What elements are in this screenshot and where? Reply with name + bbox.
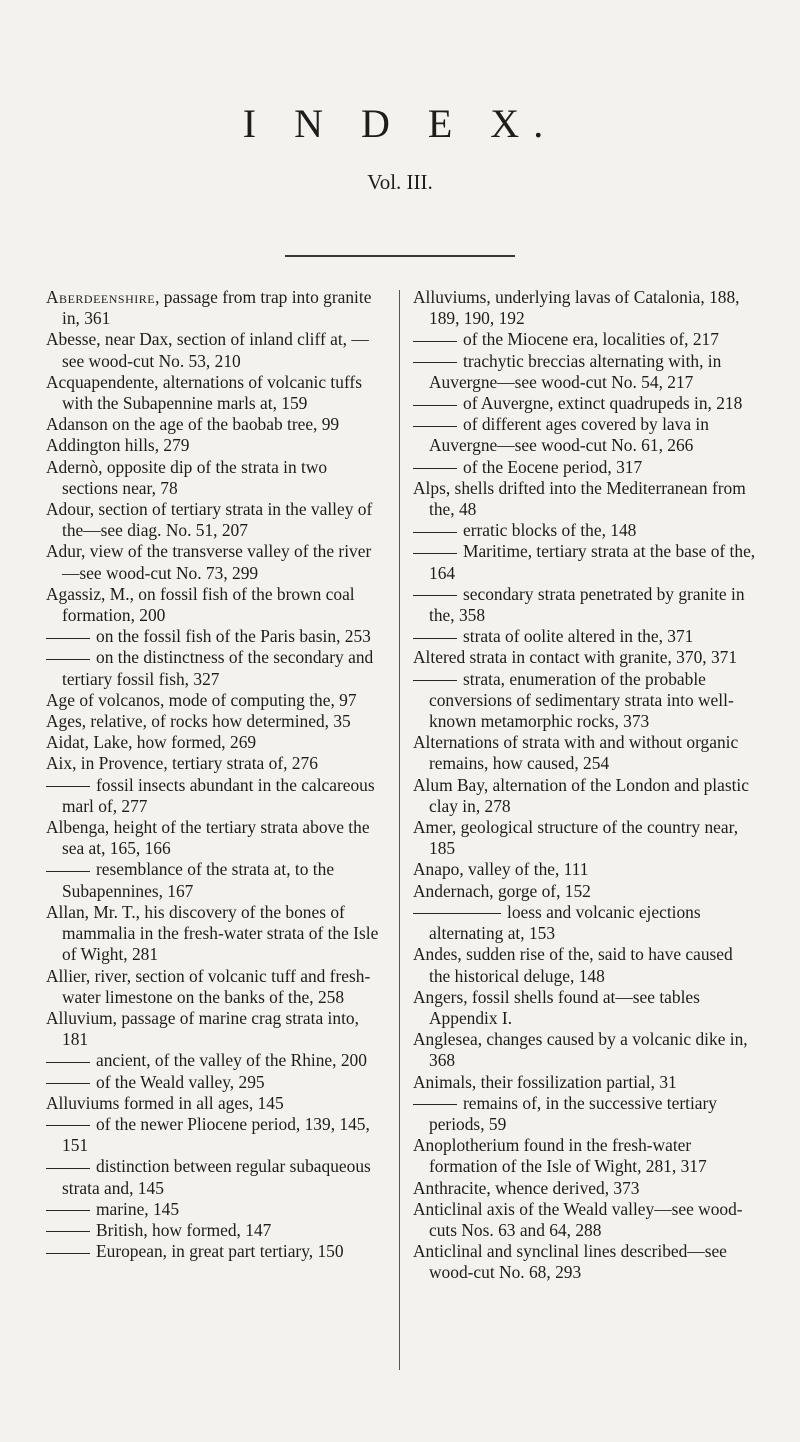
entry-text: secondary strata penetrated by granite in the, 358 bbox=[429, 583, 745, 626]
entry-text: Adernò, opposite dip of the strata in two sections near, 78 bbox=[46, 456, 328, 498]
entry-text: Anglesea, changes caused by a volcanic dike in, 368 bbox=[413, 1029, 748, 1071]
index-entry bbox=[413, 647, 758, 668]
index-entry bbox=[413, 987, 758, 1029]
entry-text: trachytic breccias alternating with, in Auvergne—see wood-cut No. 54, 217 bbox=[429, 350, 722, 392]
entry-text: Adanson on the age of the baobab tree, 99 bbox=[46, 414, 340, 435]
header-rule bbox=[285, 255, 515, 257]
entry-text: Albenga, height of the tertiary strata above the sea at, 165, 166 bbox=[46, 817, 370, 859]
index-entry bbox=[413, 775, 758, 817]
entry-text: Andernach, gorge of, 152 bbox=[413, 880, 591, 901]
entry-text: Angers, fossil shells found at—see tables Appendix I. bbox=[413, 986, 700, 1028]
entry-text: Addington hills, 279 bbox=[46, 435, 190, 456]
entry-text: Anticlinal axis of the Weald valley—see wood-cuts Nos. 63 and 64, 288 bbox=[413, 1198, 743, 1240]
index-entry bbox=[413, 902, 758, 944]
page-title: I N D E X. bbox=[242, 101, 558, 146]
index-entry bbox=[413, 817, 758, 859]
ditto-dash bbox=[46, 659, 90, 660]
ditto-dash bbox=[413, 680, 457, 681]
entry-text: Alum Bay, alternation of the London and plastic clay in, 278 bbox=[413, 774, 749, 816]
entry-text: of different ages covered by lava in Auvergne—see wood-cut No. 61, 266 bbox=[429, 414, 709, 456]
entry-text: on the distinctness of the secondary and tertiary fossil fish, 327 bbox=[62, 647, 374, 689]
entry-text: Altered strata in contact with granite, 370, 371 bbox=[413, 647, 738, 668]
index-entry bbox=[46, 1199, 386, 1220]
entry-text: resemblance of the strata at, to the Subapennines, 167 bbox=[62, 859, 335, 901]
index-entry bbox=[46, 902, 386, 966]
index-entry bbox=[413, 520, 758, 541]
index-entry bbox=[413, 287, 758, 329]
index-entry bbox=[413, 351, 758, 393]
index-entry bbox=[46, 1220, 386, 1241]
index-entry bbox=[46, 372, 386, 414]
entry-text: Adur, view of the transverse valley of the river—see wood-cut No. 73, 299 bbox=[46, 541, 372, 583]
index-entry bbox=[413, 393, 758, 414]
index-entry bbox=[413, 1199, 758, 1241]
index-entry bbox=[46, 690, 386, 711]
index-entry bbox=[46, 1050, 386, 1071]
ditto-dash bbox=[46, 871, 90, 872]
index-entry bbox=[413, 626, 758, 647]
entry-text: Abesse, near Dax, section of inland cliff at, —see wood-cut No. 53, 210 bbox=[46, 329, 369, 371]
index-entry bbox=[413, 1029, 758, 1071]
entry-text: of the Eocene period, 317 bbox=[463, 456, 643, 477]
index-entry bbox=[413, 1072, 758, 1093]
entry-text: on the fossil fish of the Paris basin, 253 bbox=[96, 626, 371, 647]
index-entry bbox=[413, 881, 758, 902]
entry-text: Maritime, tertiary strata at the base of the, 164 bbox=[429, 541, 756, 583]
entry-text: British, how formed, 147 bbox=[96, 1219, 272, 1240]
ditto-dash bbox=[46, 1168, 90, 1169]
index-entry bbox=[46, 775, 386, 817]
index-entry bbox=[413, 1093, 758, 1135]
index-entry bbox=[413, 732, 758, 774]
entry-text: strata of oolite altered in the, 371 bbox=[463, 626, 694, 647]
index-entry bbox=[413, 329, 758, 350]
ditto-dash bbox=[46, 1231, 90, 1232]
index-entry bbox=[413, 1241, 758, 1283]
index-entry bbox=[46, 1093, 386, 1114]
entry-text: Andes, sudden rise of the, said to have caused the historical deluge, 148 bbox=[413, 944, 733, 986]
entry-text: Allier, river, section of volcanic tuff and fresh-water limestone on the banks of the, 258 bbox=[46, 965, 371, 1007]
index-entry bbox=[46, 414, 386, 435]
entry-text: of the Weald valley, 295 bbox=[96, 1071, 265, 1092]
index-entry bbox=[413, 859, 758, 880]
ditto-dash bbox=[46, 1210, 90, 1211]
entry-text: Amer, geological structure of the country near, 185 bbox=[413, 817, 739, 859]
ditto-dash bbox=[413, 1104, 457, 1105]
ditto-dash bbox=[46, 1253, 90, 1254]
index-entry bbox=[46, 1008, 386, 1050]
index-entry bbox=[413, 541, 758, 583]
ditto-dash bbox=[413, 426, 457, 427]
index-entry bbox=[413, 1178, 758, 1199]
entry-text: Agassiz, M., on fossil fish of the brown coal formation, 200 bbox=[46, 583, 355, 626]
index-entry bbox=[46, 435, 386, 456]
right-column bbox=[413, 287, 758, 1284]
ditto-dash bbox=[46, 1062, 90, 1063]
ditto-dash bbox=[413, 595, 457, 596]
left-column bbox=[46, 287, 386, 1262]
entry-text: Animals, their fossilization partial, 31 bbox=[413, 1071, 677, 1092]
entry-text: remains of, in the successive tertiary periods, 59 bbox=[429, 1092, 718, 1134]
ditto-dash bbox=[46, 786, 90, 787]
index-entry bbox=[46, 732, 386, 753]
ditto-dash bbox=[46, 1083, 90, 1084]
entry-text: ancient, of the valley of the Rhine, 200 bbox=[96, 1050, 367, 1071]
index-entry bbox=[46, 499, 386, 541]
entry-text: Anthracite, whence derived, 373 bbox=[413, 1177, 640, 1198]
index-entry bbox=[46, 966, 386, 1008]
index-entry bbox=[413, 669, 758, 733]
entry-text: Alluviums, underlying lavas of Catalonia, 188, 189, 190, 192 bbox=[413, 287, 740, 329]
entry-text: Anapo, valley of the, 111 bbox=[413, 859, 589, 880]
entry-text: Aix, in Provence, tertiary strata of, 276 bbox=[46, 753, 318, 774]
index-entry bbox=[413, 584, 758, 626]
index-entry bbox=[46, 626, 386, 647]
entry-text: distinction between regular subaqueous strata and, 145 bbox=[62, 1156, 371, 1198]
entry-text: erratic blocks of the, 148 bbox=[463, 520, 637, 541]
index-entry bbox=[413, 457, 758, 478]
entry-text: Aidat, Lake, how formed, 269 bbox=[46, 732, 257, 753]
entry-text: Acquapendente, alternations of volcanic tuffs with the Subapennine marls at, 159 bbox=[46, 371, 362, 414]
entry-text: of the newer Pliocene period, 139, 145, 151 bbox=[62, 1113, 370, 1156]
index-entry bbox=[46, 584, 386, 626]
ditto-dash bbox=[413, 341, 457, 342]
ditto-dash bbox=[413, 362, 457, 363]
ditto-dash bbox=[413, 638, 457, 639]
entry-text: loess and volcanic ejections alternating at, 153 bbox=[429, 901, 701, 944]
index-entry bbox=[46, 859, 386, 901]
column-divider bbox=[399, 290, 400, 1370]
index-entry bbox=[413, 1135, 758, 1177]
entry-text: Alluviums formed in all ages, 145 bbox=[46, 1092, 284, 1113]
entry-text: marine, 145 bbox=[96, 1198, 180, 1219]
index-entry bbox=[46, 1156, 386, 1198]
ditto-dash bbox=[46, 1125, 90, 1126]
index-entry bbox=[46, 1072, 386, 1093]
index-entry bbox=[46, 287, 386, 329]
ditto-dash bbox=[413, 468, 457, 469]
entry-text: Anoplotherium found in the fresh-water formation of the Isle of Wight, 281, 317 bbox=[413, 1135, 707, 1177]
entry-text: Ages, relative, of rocks how determined, 35 bbox=[46, 711, 351, 732]
ditto-dash bbox=[413, 405, 457, 406]
entry-text: Anticlinal and synclinal lines described—see wood-cut No. 68, 293 bbox=[413, 1241, 727, 1283]
index-entry bbox=[413, 944, 758, 986]
index-entry bbox=[46, 329, 386, 371]
index-entry bbox=[46, 753, 386, 774]
entry-text: of the Miocene era, localities of, 217 bbox=[463, 329, 719, 350]
entry-text: Age of volcanos, mode of computing the, 97 bbox=[46, 689, 357, 710]
entry-text: strata, enumeration of the probable conversions of sedimentary strata into well-known metamorphic rocks, 373 bbox=[429, 668, 734, 732]
index-entry bbox=[46, 647, 386, 689]
volume-label: Vol. III. bbox=[367, 170, 433, 194]
entry-text: European, in great part tertiary, 150 bbox=[96, 1241, 344, 1262]
entry-text: Aberdeenshire, passage from trap into granite in, 361 bbox=[46, 287, 372, 329]
index-entry bbox=[46, 1241, 386, 1262]
index-entry bbox=[413, 414, 758, 456]
entry-text: Alternations of strata with and without organic remains, how caused, 254 bbox=[413, 732, 739, 774]
entry-text: Alps, shells drifted into the Mediterranean from the, 48 bbox=[413, 477, 746, 520]
ditto-dash bbox=[413, 553, 457, 554]
index-entry bbox=[46, 541, 386, 583]
entry-text: Adour, section of tertiary strata in the valley of the—see diag. No. 51, 207 bbox=[46, 499, 373, 541]
entry-text: fossil insects abundant in the calcareous marl of, 277 bbox=[62, 774, 375, 816]
index-entry bbox=[46, 1114, 386, 1156]
index-entry bbox=[46, 817, 386, 859]
entry-text: Alluvium, passage of marine crag strata into, 181 bbox=[46, 1007, 359, 1050]
entry-text: of Auvergne, extinct quadrupeds in, 218 bbox=[463, 393, 743, 414]
ditto-dash bbox=[46, 638, 90, 639]
index-entry bbox=[413, 478, 758, 520]
ditto-dash bbox=[413, 532, 457, 533]
ditto-dash bbox=[413, 913, 501, 914]
entry-text: Allan, Mr. T., his discovery of the bones of mammalia in the fresh-water strata of the Isle of Wight, 281 bbox=[46, 901, 379, 965]
index-entry bbox=[46, 711, 386, 732]
index-entry bbox=[46, 457, 386, 499]
